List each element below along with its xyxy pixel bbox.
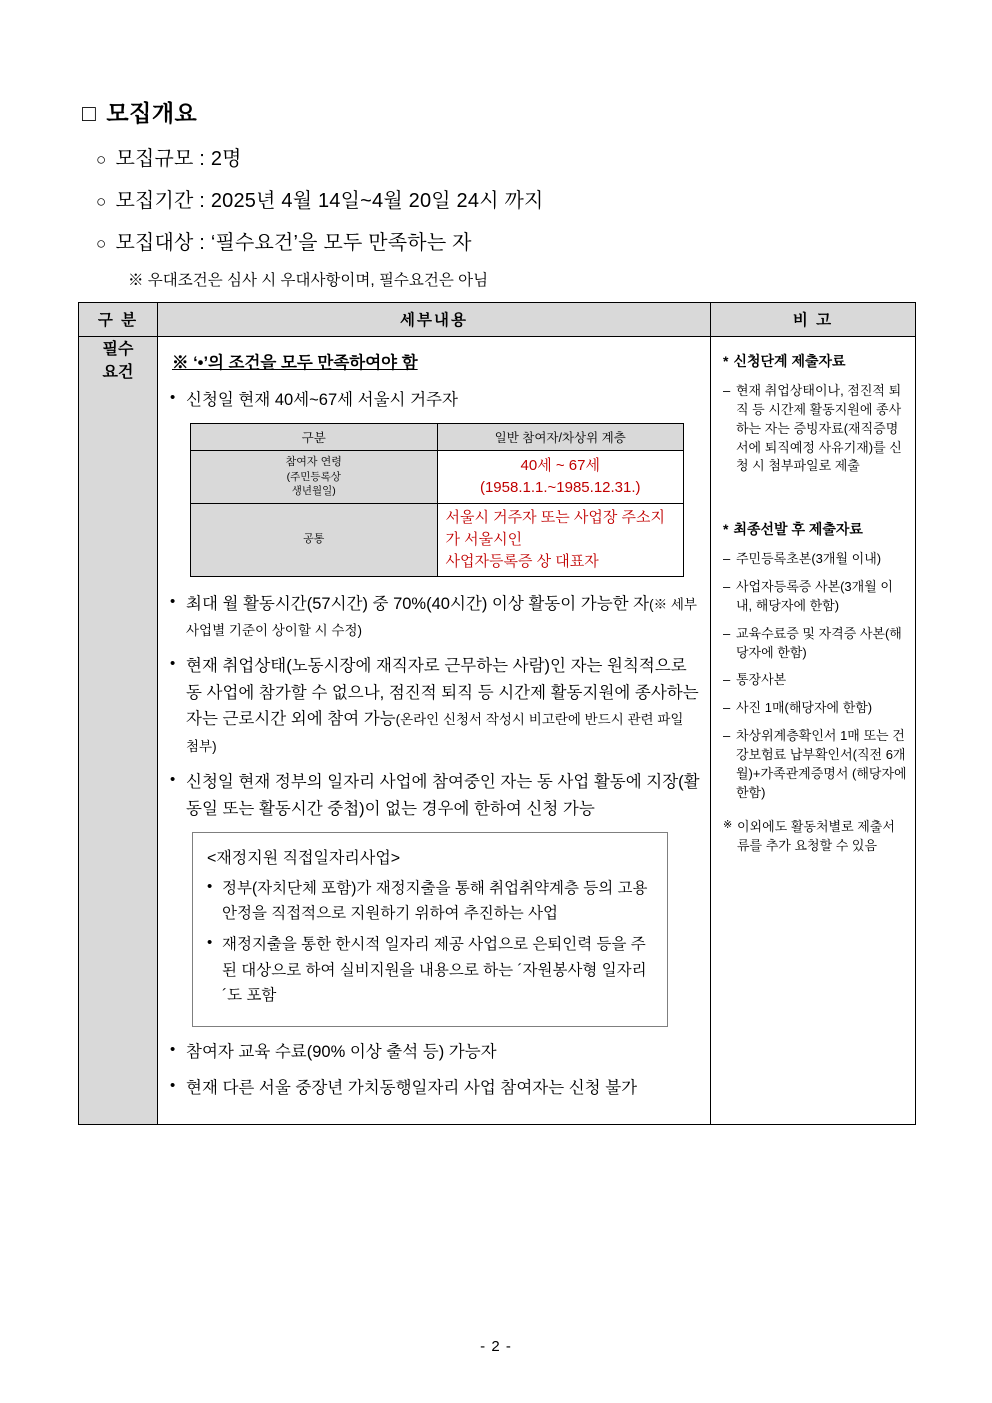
table-row [79, 337, 916, 1125]
remark-section2-title [723, 519, 907, 540]
table-header-row [79, 303, 916, 337]
inner-row-common [191, 504, 684, 576]
circle-bullet-icon: ○ [96, 234, 107, 253]
remark-section1-title [723, 351, 907, 372]
detail-item-age-residence: • 신청일 현재 40세~67세 서울시 거주자 [170, 387, 700, 414]
bullet-recruit-period-text: 모집기간 : 2025년 4월 14일~4월 20일 24시 까지 [115, 190, 544, 212]
inset-title: <재정지원 직접일자리사업> [207, 850, 401, 868]
detail-item-activity-hours-note: (※ 세부사업별 기준이 상이할 시 수정) [186, 596, 697, 639]
inset-item-1: • 정부(자치단체 포함)가 재정지출을 통해 취업취약계층 등의 고용안정을 직접적으로 지원하기 위하여 추진하는 사업 [207, 876, 653, 926]
inner-label-common: 공통 [191, 504, 438, 576]
remark-section1-title-text: 신청단계 제출자료 [733, 353, 846, 369]
remark-section2-item-4: – 통장사본 [723, 671, 907, 690]
detail-item-duplicate-program: • 현재 다른 서울 중장년 가치동행일자리 사업 참여자는 신청 불가 [170, 1075, 700, 1102]
bullet-recruit-size-text: 모집규모 : 2명 [115, 148, 242, 170]
inner-value-common [437, 504, 684, 576]
remark-section2-item-5: – 사진 1매(해당자에 한함) [723, 699, 907, 718]
detail-star-line [172, 349, 700, 373]
header-detail: 세부내용 [158, 303, 711, 337]
remark-spacer [723, 485, 907, 517]
inner-value-common-line2: 사업자등록증 상 대표자 [445, 552, 599, 570]
cell-remark [711, 337, 916, 1125]
inner-header-target: 일반 참여자/차상위 계층 [437, 423, 684, 450]
page-title-text: 모집개요 [106, 100, 198, 126]
remark-section2-item-3: – 교육수료증 및 자격증 사본(해당자에 한함) [723, 625, 907, 663]
detail-item-training: • 참여자 교육 수료(90% 이상 출석 등) 가능자 [170, 1039, 700, 1066]
remark-section2-title-text: 최종선발 후 제출자료 [733, 521, 863, 538]
remark-footer-note: ※ 이외에도 활동처별로 제출서류를 추가 요청할 수 있음 [723, 817, 907, 856]
detail-item-employment-status-note: (온라인 신청서 작성시 비고란에 반드시 관련 파일 첨부) [186, 712, 684, 755]
circle-bullet-icon: ○ [96, 150, 107, 169]
bullet-recruit-period [96, 184, 914, 213]
bullet-recruit-target-text: 모집대상 : ‘필수요건’을 모두 만족하는 자 [115, 232, 472, 254]
requirements-table [78, 302, 916, 1125]
header-gubun: 구 분 [79, 303, 158, 337]
star-icon: * [723, 521, 729, 538]
remark-section2-item-6: – 차상위계층확인서 1매 또는 건강보험료 납부확인서(직전 6개월)+가족관계증명서 (해당자에 한함) [723, 727, 907, 802]
remark-section2-item-1: – 주민등록초본(3개월 이내) [723, 550, 907, 569]
bullet-recruit-size [96, 142, 914, 171]
remark-section2-item-2: – 사업자등록증 사본(3개월 이내, 해당자에 한함) [723, 578, 907, 616]
star-icon: * [723, 353, 729, 369]
detail-item-activity-hours [170, 591, 700, 644]
inner-label-age: 참여자 연령 (주민등록상 생년월일) [191, 450, 438, 504]
inner-value-age-line2: (1958.1.1.~1985.12.31.) [479, 478, 641, 496]
inner-value-age-line1: 40세 ~ 67세 [520, 457, 600, 475]
inset-item-2: • 재정지출을 통한 한시적 일자리 제공 사업으로 은퇴인력 등을 주된 대상으로 하여 실비지원을 내용으로 하는 ´자원봉사형 일자리´도 포함 [207, 932, 653, 1007]
detail-item-activity-hours-main: 최대 월 활동시간(57시간) 중 70%(40시간) 이상 활동이 가능한 자 [186, 594, 650, 613]
inner-header-gubun: 구분 [191, 423, 438, 450]
square-bullet-icon: □ [82, 100, 97, 126]
header-remark: 비 고 [711, 303, 916, 337]
age-criteria-table [190, 423, 684, 577]
note-preference: ※ 우대조건은 심사 시 우대사항이며, 필수요건은 아님 [128, 272, 489, 289]
inset-box-direct-jobs [192, 832, 668, 1027]
page-number: - 2 - [480, 1338, 512, 1355]
inner-value-common-line1: 서울시 거주자 또는 사업장 주소지가 서울시인 [445, 509, 666, 548]
detail-item-employment-status-main: 현재 취업상태(노동시장에 재직자로 근무하는 사람)인 자는 원칙적으로 동 사업에 참가할 수 없으나, 점진적 퇴직 등 시간제 활동지원에 종사하는 자는 근로시간 외에 참여 가능 [186, 656, 699, 729]
row-label-required: 필수 요건 [79, 337, 158, 1125]
detail-item-gov-program: • 신청일 현재 정부의 일자리 사업에 참여중인 자는 동 사업 활동에 지장(활동일 또는 활동시간 중첩)이 없는 경우에 한하여 신청 가능 [170, 769, 700, 822]
inner-row-age [191, 450, 684, 504]
page-title [82, 95, 914, 128]
detail-item-employment-status [170, 653, 700, 760]
inner-header-row [191, 423, 684, 450]
detail-star-line-text: ※ ‘•’의 조건을 모두 만족하여야 함 [172, 354, 418, 372]
cell-detail [158, 337, 711, 1125]
remark-section1-item-1: – 현재 취업상태이나, 점진적 퇴직 등 시간제 활동지원에 종사하는 자는 증빙자료(재직증명서에 퇴직예정 사유기재)를 신청 시 첨부파일로 제출 [723, 382, 907, 476]
circle-bullet-icon: ○ [96, 192, 107, 211]
inner-value-age [437, 450, 684, 504]
bullet-recruit-target [96, 226, 914, 255]
